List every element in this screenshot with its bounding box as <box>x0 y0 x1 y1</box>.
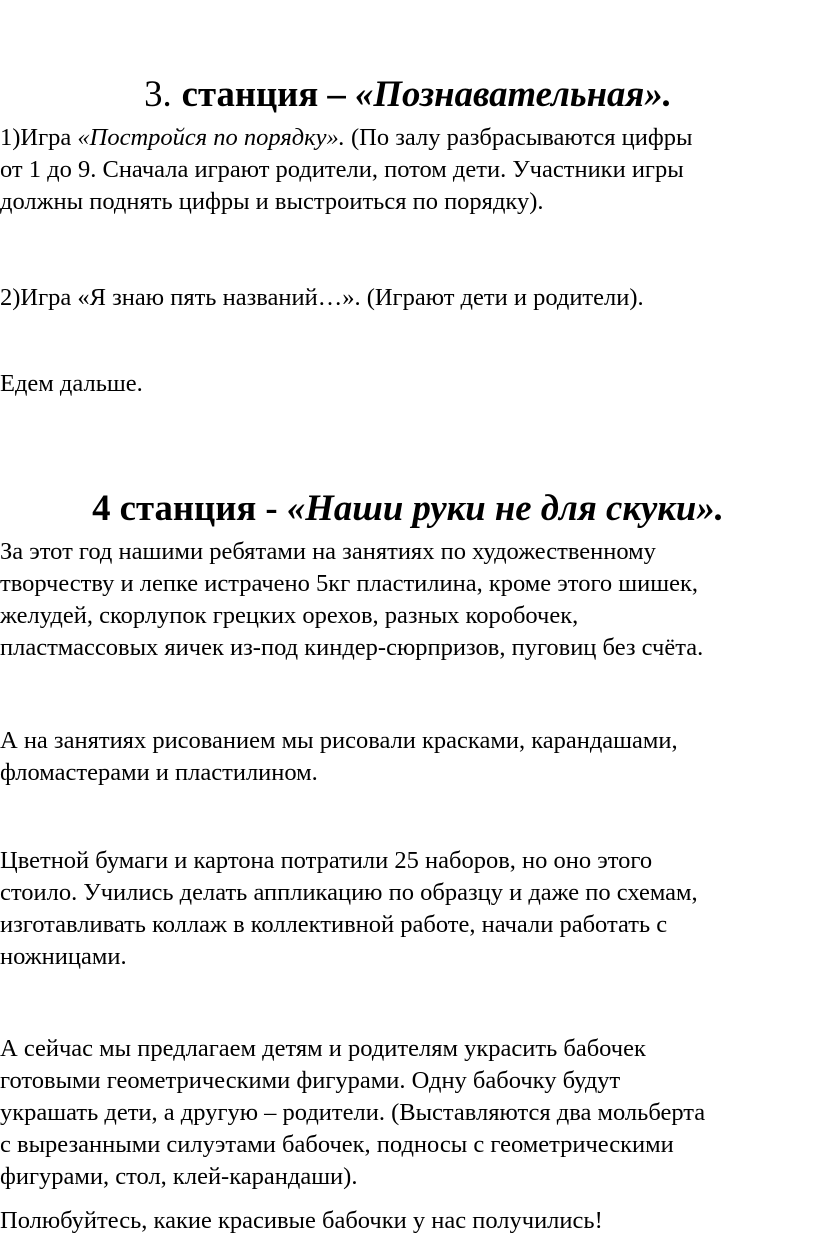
paragraph-1-line: желудей, скорлупок грецких орехов, разных коробочек, <box>0 602 579 629</box>
moving-on-paragraph <box>0 368 812 400</box>
game-1-line-2: от 1 до 9. Сначала играют родители, потом дети. Участники игры <box>0 156 684 183</box>
paragraph-3-line: Цветной бумаги и картона потратили 25 наборов, но оно этого <box>0 847 653 874</box>
paragraph-3-line: изготавливать коллаж в коллективной работе, начали работать с <box>0 911 668 938</box>
paragraph-4-line: А сейчас мы предлагаем детям и родителям украсить бабочек <box>0 1035 646 1062</box>
paragraph-2 <box>0 725 812 789</box>
game-1-name: «Постройся по порядку». <box>77 124 345 151</box>
paragraph-4-line: украшать дети, а другую – родители. (Выставляются два мольберта <box>0 1099 706 1126</box>
station-3-title: «Познавательная». <box>354 73 672 114</box>
game-1-line-1-rest: (По залу разбрасываются цифры <box>344 124 693 151</box>
game-2-line-1: 2)Игра «Я знаю пять названий…». (Играют дети и родители). <box>0 284 644 311</box>
station-3-title-prefix: станция – <box>181 73 355 114</box>
paragraph-1-line: пластмассовых яичек из-под киндер-сюрпризов, пуговиц без счёта. <box>0 634 704 661</box>
game-1-line-3: должны поднять цифры и выстроиться по порядку). <box>0 188 544 215</box>
paragraph-1 <box>0 536 812 664</box>
paragraph-2-line: фломастерами и пластилином. <box>0 759 318 786</box>
paragraph-4-line: с вырезанными силуэтами бабочек, подносы с геометрическими <box>0 1131 674 1158</box>
paragraph-5 <box>0 1205 812 1237</box>
paragraph-3 <box>0 845 812 973</box>
paragraph-2-line: А на занятиях рисованием мы рисовали красками, карандашами, <box>0 727 678 754</box>
game-2-paragraph <box>0 282 812 314</box>
moving-on-line: Едем дальше. <box>0 370 143 397</box>
game-1-lead: 1)Игра <box>0 124 78 151</box>
station-4-title: «Наши руки не для скуки». <box>286 487 724 528</box>
station-4-title-prefix: 4 станция - <box>92 487 287 528</box>
paragraph-1-line: творчеству и лепке истрачено 5кг пластилина, кроме этого шишек, <box>0 570 698 597</box>
paragraph-1-line: За этот год нашими ребятами на занятиях по художественному <box>0 538 656 565</box>
paragraph-4-line: фигурами, стол, клей-карандаши). <box>0 1163 358 1190</box>
game-1-line-1 <box>0 122 812 154</box>
paragraph-3-line: ножницами. <box>0 943 127 970</box>
paragraph-3-line: стоило. Учились делать аппликацию по образцу и даже по схемам, <box>0 879 698 906</box>
paragraph-5-line: Полюбуйтесь, какие красивые бабочки у нас получились! <box>0 1207 603 1234</box>
station-3-heading <box>0 73 816 114</box>
station-3-number: 3. <box>144 73 172 114</box>
paragraph-4-line: готовыми геометрическими фигурами. Одну бабочку будут <box>0 1067 621 1094</box>
paragraph-4 <box>0 1033 812 1193</box>
game-1-paragraph <box>0 122 812 218</box>
station-4-heading <box>0 487 816 528</box>
